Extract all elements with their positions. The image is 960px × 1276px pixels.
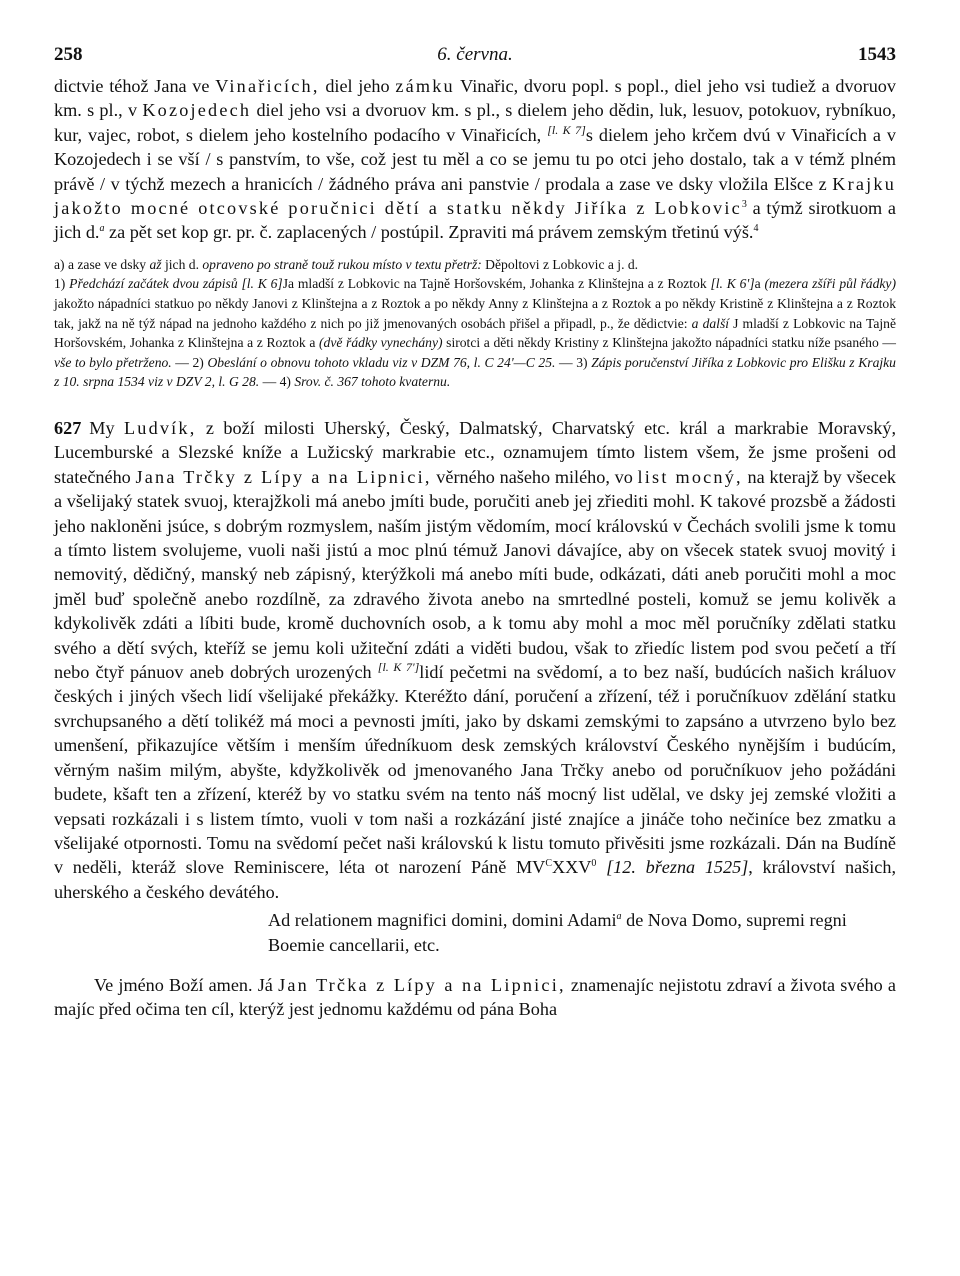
text-run: Zápis poručenství Jiříka z Lobkovic pro Elišku z Krajku z 10. srpna 1534 viz v DZV 2, l. G 28. xyxy=(54,354,896,390)
text-run: Vinařic, dvoru popl. s popl., diel jeho vsi tudiež a dvoruov km. s pl., v xyxy=(54,76,896,121)
folio-reference: [l. K 7] xyxy=(547,122,586,137)
text-run: , království našich, uherského a českého devátého. xyxy=(54,857,896,902)
running-title: 6. června. xyxy=(437,44,513,65)
text-run: Děpoltovi z Lobkovic a j. d. xyxy=(481,256,639,272)
text-run: 1) xyxy=(54,276,70,292)
text-run: a xyxy=(754,276,765,292)
page-number-right: 1543 xyxy=(858,44,896,65)
charter-paragraph xyxy=(54,416,896,904)
footnote-marker: 3 xyxy=(741,198,747,210)
text-run: na kterajž by všecek a všelijaký statek svuoj, kterajžkoli má anebo jmíti bude, poručiti aneb jej zřiediti mohl. K takové prozsbě a žádosti jeho nakloněni jsúce, s dobrým rozmyslem, naším jistým vědomím, mocí královskú v Čechách svolili jsme k tomu a tímto listem svolujeme, vuoli naši jistú a moc plnú témuž Janovi dávajíce, aby on všecek statek svuoj movitý i nemovitý, dědičný, manský neb zápisný, kterýžkoli má anebo míti bude, odkázati, dáti aneb poručiti mohl a moc jměl buď společně anebo rozdílně, za zdravého života anebo na smrtedlné posteli, komuž se jemu kolivěk a kdykolivěk zdáti a líbiti bude, kromě duchovních osob, a k tomu aby mohl a moc měl poručníky zdělati statku svého a dětí svých, kteříž se jemu koli užiteční zdáti a viděti budou, však to zřiedíc listem pod svou pečetí a tří nebo čtyř pánuov aneb dobrých urozených xyxy=(54,466,896,683)
text-run: (mezera zšíři půl řádky) xyxy=(764,276,896,292)
spaced-name: Krajku jakožto mocné otcovské poručnici dětí a statku někdy Jiříka z Lobkovic xyxy=(54,173,896,219)
text-run: a) a zase ve dsky xyxy=(54,256,150,272)
spaced-name: Kozojedech xyxy=(142,100,252,121)
page-number-left: 258 xyxy=(54,44,83,65)
text-run: věrného našeho milého, vo xyxy=(431,466,638,487)
text-run: Ve jméno Boží amen. Já xyxy=(94,974,279,995)
continuation-paragraph xyxy=(54,74,896,245)
main-text xyxy=(54,74,896,245)
text-run: — 2) xyxy=(171,354,208,370)
text-run: lidí pečetmi na svědomí, a to bez naší, budúcích našich králuov českých i jiných všech lidí všelijaké překážky. Kteréžto dání, poručení a zřízení, též i poručníkuov zdělání statku svrchupsaného a dětí tolikéž má moci a pevnosti jmíti, jako by dskami zemskými to zapsáno a utvrzeno bylo bez umenšení, přikazujíce větším i menším úředníkuom desk zemských království Českého nynějším i budúcím, věrným našim milým, abyšte, kdyžkolivěk od jmenovaného Jana Trčky anebo od poručníkuov jeho požádáni budete, kšaft ten a zřízení, kteréž by vo statku svém na tento náš mocný list udělal, ve dsky jej zemské vložiti a vepsati rozkázali i s listem tímto, vuoli v tom naši a rozkázání jisté znajíce a jináče toho nečiníce bez zmatku a všelijaké otpornosti. Tomu na svědomí pečet naši královskú k listu tomuto přivěsiti jsme rozkázali. Dán na Budíně v neděli, kteráž slove Reminiscere, léta ot narození Páně MV xyxy=(54,662,896,878)
text-run: Obeslání o obnovu tohoto vkladu viz v DZM 76, l. C 24'—C 25. xyxy=(207,354,556,370)
spaced-name: Ludvík, xyxy=(123,418,197,438)
superscript: 0 xyxy=(591,858,597,870)
superscript: C xyxy=(545,858,552,870)
text-run: a další xyxy=(691,315,730,331)
text-run: Ad relationem magnifici domini, domini Adami xyxy=(268,910,617,931)
text-run: de Nova Domo, supremi regni Boemie cancellarii, etc. xyxy=(268,910,847,955)
folio-reference: [l. K 7'] xyxy=(377,660,420,674)
text-run: za pět set kop gr. pr. č. zaplacených / postúpil. Zpraviti má právem zemským třetinú výš. xyxy=(104,222,754,243)
text-run: XXV xyxy=(552,857,592,878)
text-run: Ja mladší z Lobkovic na Tajně Horšovském, Johanka z Klinštejna a z Roztok xyxy=(282,276,711,292)
spaced-word: list mocný, xyxy=(637,466,743,487)
text-run: až xyxy=(149,256,162,272)
charter-627 xyxy=(54,416,896,904)
footnote-marker: a xyxy=(99,223,105,235)
text-run: opraveno po straně touž rukou místo v textu přetrž: xyxy=(202,256,482,272)
relatio-note xyxy=(268,908,896,957)
entry-number: 627 xyxy=(54,418,82,438)
spaced-name: Vinařicích, xyxy=(215,76,320,96)
footnote-marker: a xyxy=(616,911,622,923)
footnote-a xyxy=(54,255,896,275)
page-header xyxy=(54,44,896,74)
text-run: znamenajíc nejistotu zdraví a života svého a majíc před očima ten cíl, kterýž jest jednomu každému od pána Boha xyxy=(54,974,896,1020)
text-run: jich d. xyxy=(161,256,203,272)
text-run: a týmž sirotkuom a jich d. xyxy=(54,198,896,243)
text-run: My xyxy=(89,418,124,438)
text-run: Předchází začátek dvou zápisů xyxy=(69,276,238,292)
text-run: diel jeho vsi a dvoruov km. s pl., s dielem jeho dědin, luk, lesuov, potokuov, rybníkuo, kur, vajec, robot, s dielem jeho kostelního podacího v Vinařicích, xyxy=(54,100,896,145)
text-run: vše to bylo přetrženo. xyxy=(54,354,172,370)
footnotes xyxy=(54,255,896,392)
text-run: (dvě řádky vynechány) xyxy=(319,335,443,351)
text-run: diel jeho xyxy=(319,76,396,96)
text-run xyxy=(596,857,606,877)
spaced-word: zámku xyxy=(395,76,455,96)
folio-reference: [l. K 6'] xyxy=(710,276,755,292)
text-run: dictvie téhož Jana ve xyxy=(54,76,216,96)
date-annotation: [12. března 1525] xyxy=(606,857,749,878)
spaced-name: Jan Trčka z Lípy a na Lipnici, xyxy=(278,974,566,995)
text-run: sirotci a děti někdy Kristiny z Klinštejna jakožto nápadníci statku níže psaného — xyxy=(442,335,896,351)
folio-reference: [l. K 6] xyxy=(237,276,283,292)
footnote-marker: 4 xyxy=(753,223,759,235)
text-run: Srov. č. 367 tohoto kvaternu. xyxy=(294,374,451,390)
testament-paragraph xyxy=(54,973,896,1022)
footnotes-numbered xyxy=(54,274,896,392)
document-page xyxy=(54,44,896,1022)
text-run: jakožto nápadníci statkuo po někdy Janovi z Klinštejna a z Roztok a po někdy Anny z Klinštejna a z Roztok a po někdy Kristině z Klinštejna a z Roztok tak, jakž na ně týž nápad na jednoho každého z nich po již jmenovaných osobách přišel a připadl, p., že dědictvie: xyxy=(54,296,896,331)
text-run: — 3) xyxy=(555,354,592,370)
text-run: — 4) xyxy=(259,374,295,390)
text-run: J mladší z Lobkovic na Tajně Horšovském, Johanka z Klinštejna a z Roztok a xyxy=(54,315,896,351)
text-run: z boží milosti Uherský, Český, Dalmatský, Charvatský etc. král a markrabie Moravský, Lucemburské a Slezské kníže a Lužicský markrabie etc., oznamujem tímto listem všem, že jsme prošeni od statečného xyxy=(54,418,897,487)
spaced-name: Jana Trčky z Lípy a na Lipnici, xyxy=(135,466,432,487)
testament-start xyxy=(54,973,896,1022)
text-run: s dielem jeho krčem dvú v Vinařicích a v Kozojedech i se vší / s panstvím, to vše, což jest tu měl a co se jemu tu po otci jeho dostalo, tak a v témž plném právě / v týchž mezech a hranicích / žádného práva ani panstvie / prodala a zase ve dsky vložila Elšce z xyxy=(54,124,897,194)
